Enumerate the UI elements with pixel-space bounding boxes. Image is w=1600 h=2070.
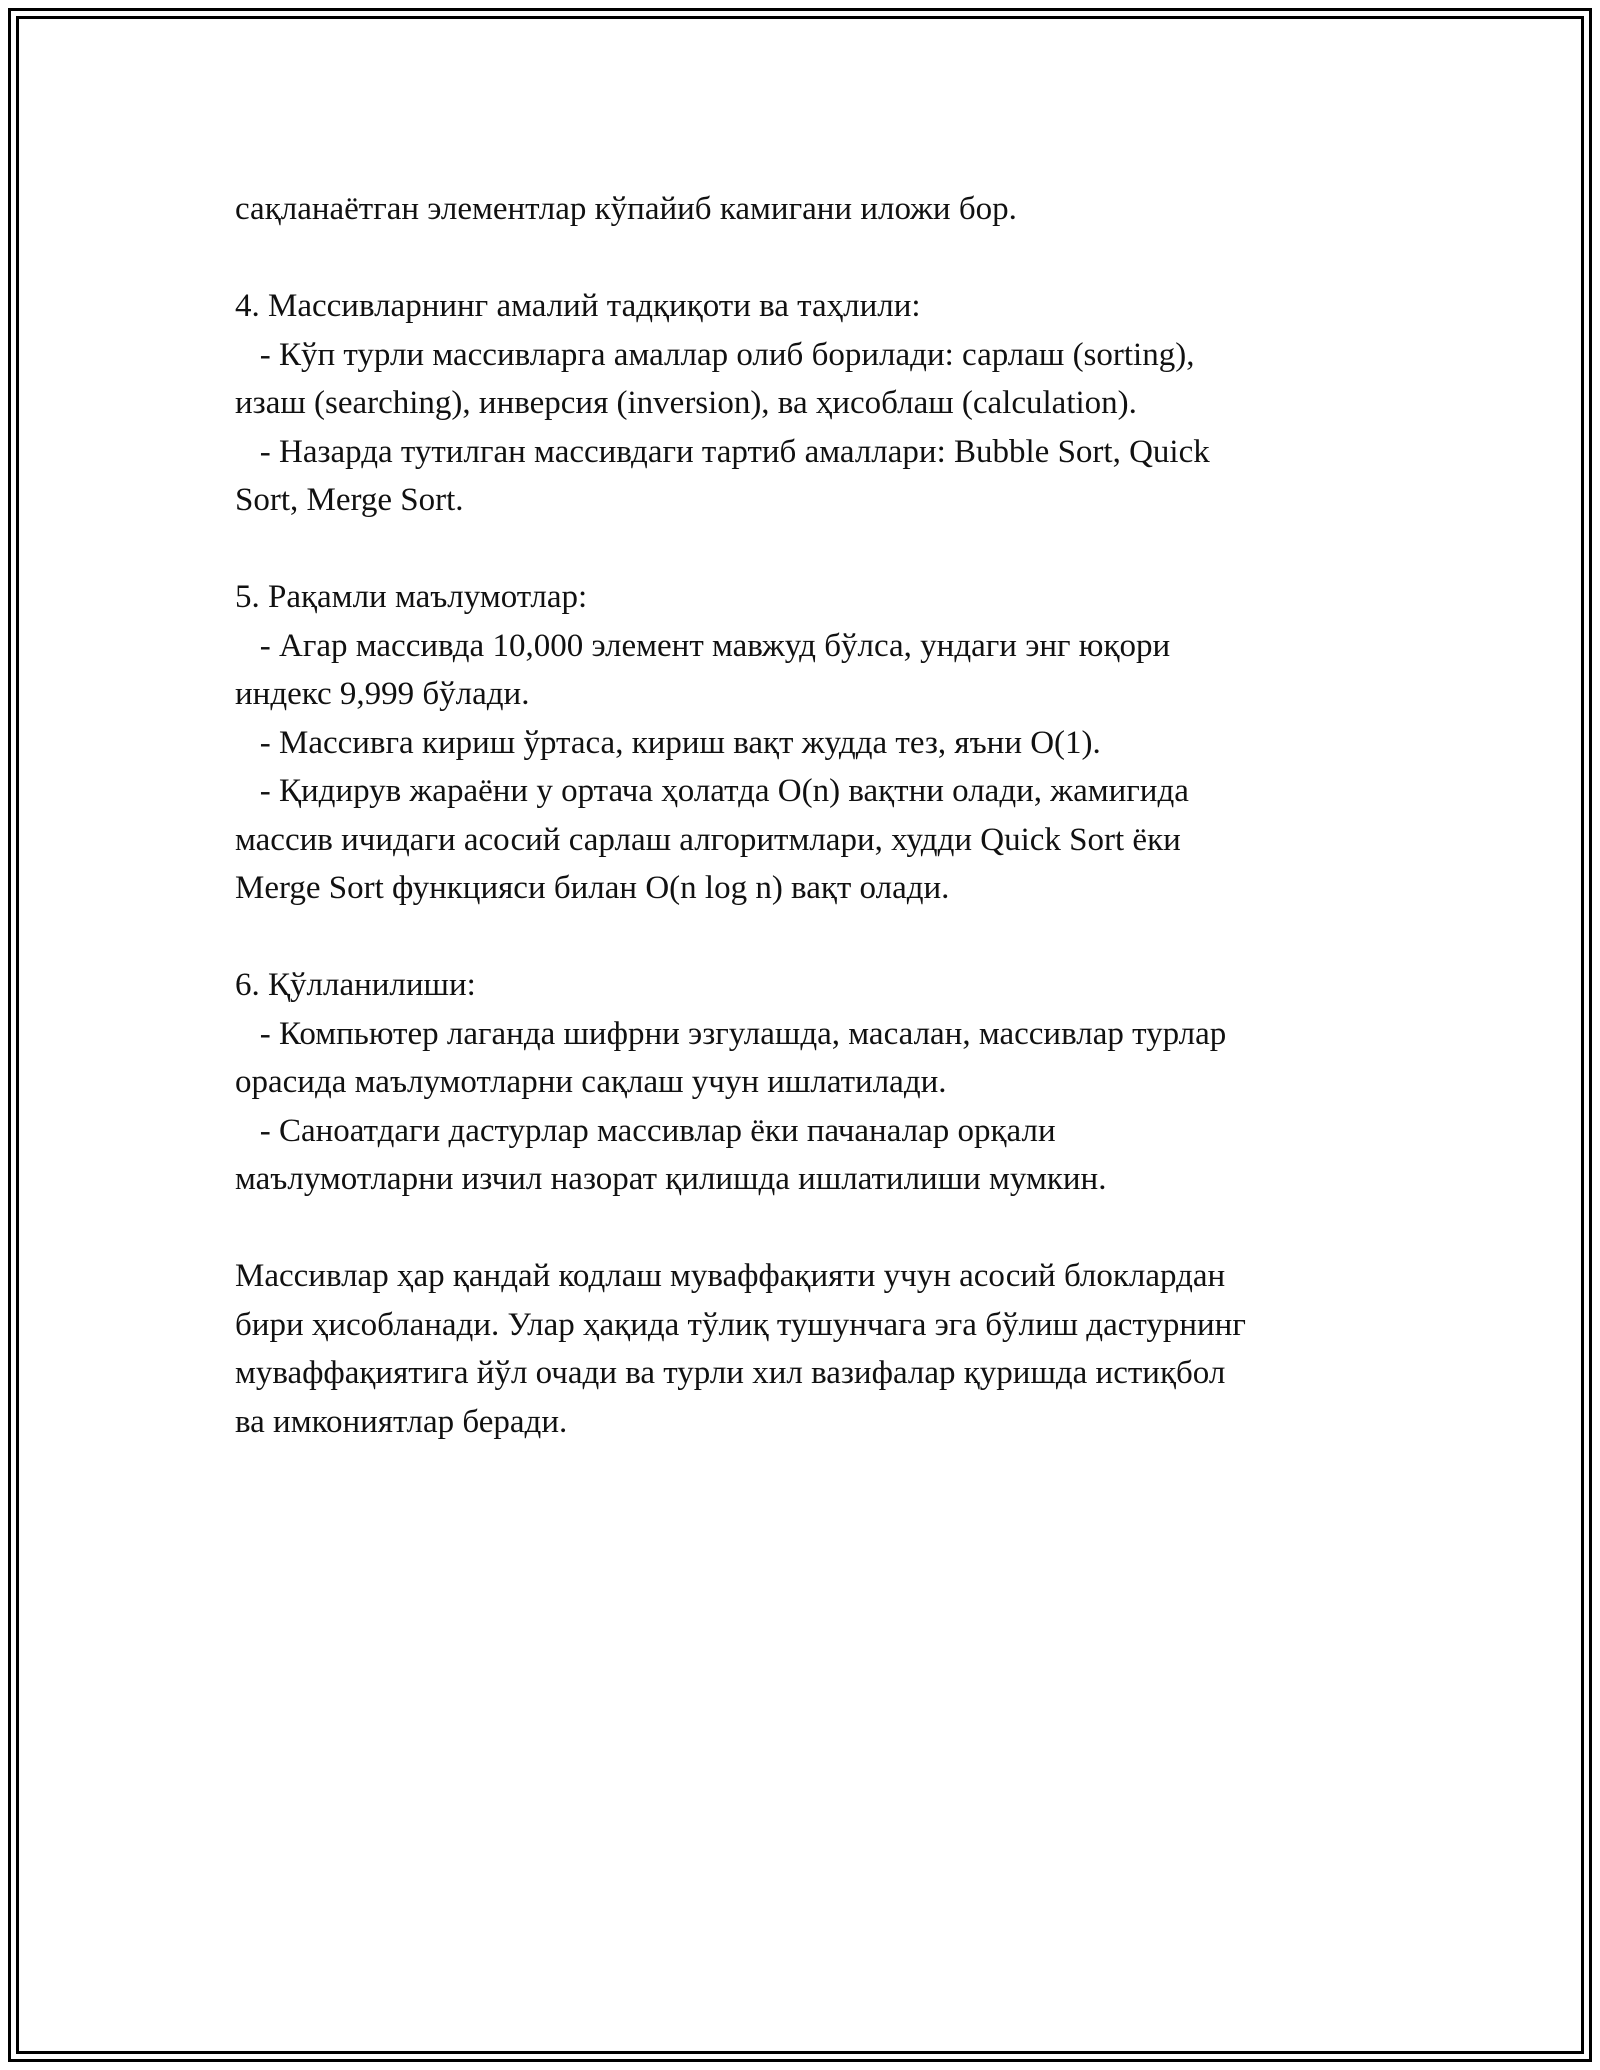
text-line: сақланаётган элементлар кўпайиб камигани иложи бор. [235, 191, 1017, 227]
text-line: массив ичидаги асосий сарлаш алгоритмлари, худди Quick Sort ёки [235, 821, 1181, 858]
text-line: маълумотларни изчил назорат қилишда ишлатилиши мумкин. [235, 1161, 1107, 1197]
blank-line [235, 1204, 1395, 1253]
conclusion-line: муваффақиятига йўл очади ва турли хил вазифалар қуришда истиқбол [235, 1355, 1226, 1391]
text-line: изаш (searching), инверсия (inversion), ва ҳисоблаш (calculation). [235, 385, 1137, 421]
text-line: орасида маълумотларни сақлаш учун ишлатилади. [235, 1064, 947, 1100]
section-heading: 6. Қўлланилиши: [235, 967, 476, 1003]
section-heading: 4. Массивларнинг амалий тадқиқоти ва таҳлили: [235, 288, 921, 324]
text-line: - Компьютер лаганда шифрни эзгулашда, масалан, массивлар турлар [235, 1015, 1227, 1052]
text-line: Sort, Merge Sort. [235, 482, 464, 518]
conclusion-line: ва имкониятлар беради. [235, 1403, 568, 1440]
text-line: - Агар массивда 10,000 элемент мавжуд бўлса, ундаги энг юқори [235, 627, 1171, 664]
blank-line [235, 913, 1395, 962]
text-line: индекс 9,999 бўлади. [235, 676, 530, 712]
blank-line [235, 525, 1395, 574]
blank-line [235, 234, 1395, 283]
text-line: - Кўп турли массивларга амаллар олиб борилади: сарлаш (sorting), [235, 336, 1195, 373]
document-body [235, 185, 1395, 1446]
text-line: - Қидирув жараёни у ортача ҳолатда O(n) вақтни олади, жамигида [235, 773, 1189, 809]
text-line: - Назарда тутилган массивдаги тартиб амаллари: Bubble Sort, Quick [235, 433, 1210, 470]
section-heading: 5. Рақамли маълумотлар: [235, 579, 588, 615]
conclusion-line: бири ҳисобланади. Улар ҳақида тўлиқ тушунчага эга бўлиш дастурнинг [235, 1306, 1246, 1343]
conclusion-line: Массивлар ҳар қандай кодлаш муваффақияти учун асосий блоклардан [235, 1258, 1226, 1294]
text-line: - Саноатдаги дастурлар массивлар ёки пачаналар орқали [235, 1112, 1056, 1149]
text-line: Merge Sort функцияси билан O(n log n) вақт олади. [235, 870, 950, 906]
text-line: - Массивга кириш ўртаса, кириш вақт жудда тез, яъни O(1). [235, 724, 1101, 761]
